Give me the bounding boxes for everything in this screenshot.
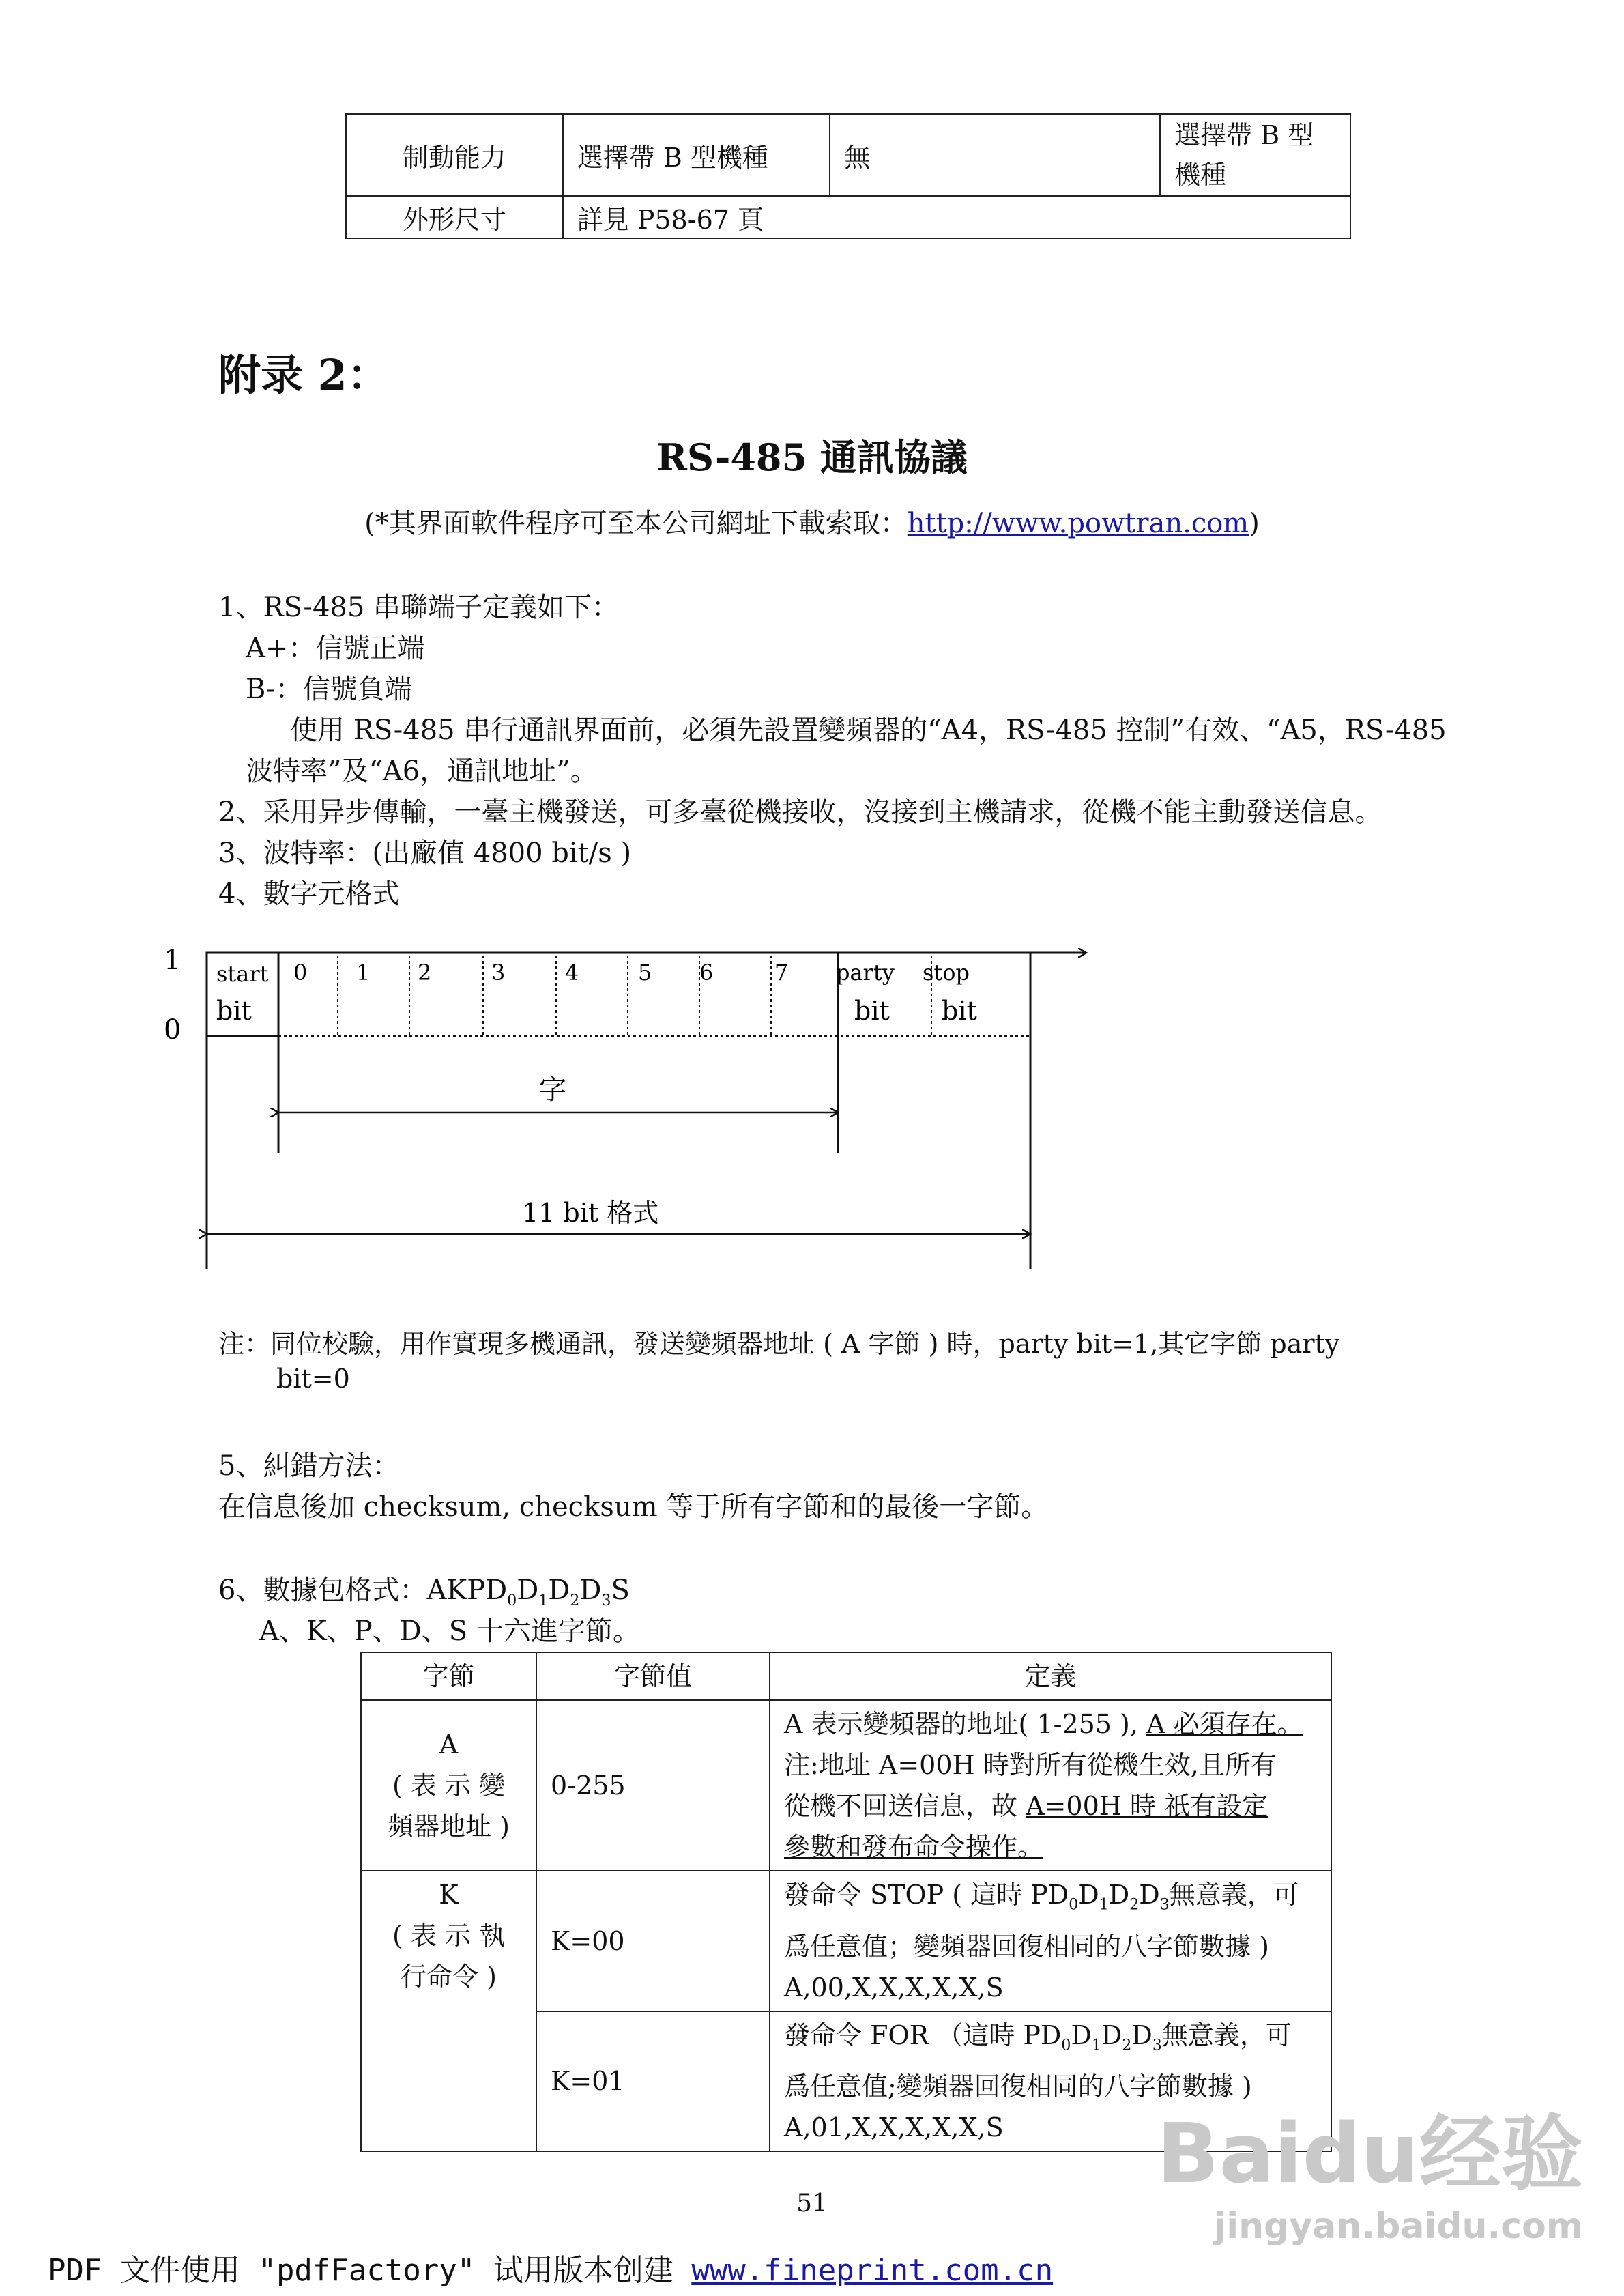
def-text: 無意義，可 — [1169, 1880, 1299, 1910]
sub: 2 — [1122, 2037, 1132, 2054]
byte-value: 0-255 — [536, 1700, 770, 1871]
spec-label: 外形尺寸 — [346, 196, 563, 238]
sub: 3 — [1159, 1896, 1170, 1914]
section-2: 2、采用异步傳輸，一臺主機發送，可多臺從機接收，沒接到主機請求，從機不能主動發送信息。 — [218, 797, 1382, 828]
def-text: D — [1131, 2020, 1152, 2050]
spec-label: 制動能力 — [346, 114, 563, 196]
def-text: D — [1108, 1880, 1130, 1910]
sub: 1 — [538, 1592, 549, 1609]
spec-cell: 選擇帶 B 型機種 — [1160, 114, 1350, 196]
format-part: D — [548, 1575, 570, 1606]
sub: 3 — [601, 1592, 611, 1609]
bit-label-0: 0 — [293, 960, 308, 986]
format-part: D — [517, 1575, 539, 1606]
format-prefix: 6、數據包格式：AKPD — [218, 1575, 508, 1606]
byte-name: K — [439, 1880, 459, 1910]
sub: 0 — [1061, 2037, 1071, 2054]
table-row — [361, 1871, 1331, 2011]
subtitle-suffix: ) — [1249, 508, 1260, 539]
sub: 0 — [1069, 1896, 1079, 1914]
bit-label-4: 4 — [565, 960, 579, 986]
section-1-para-2: 波特率”及“A6，通訊地址”。 — [246, 756, 598, 787]
spec-cell: 詳見 P58-67 頁 — [563, 196, 1350, 238]
header-byte: 字節 — [361, 1652, 536, 1700]
spec-cell: 選擇帶 B 型機種 — [563, 114, 830, 196]
format-part: S — [611, 1575, 630, 1606]
spec-cell: 無 — [830, 114, 1160, 196]
section-3: 3、波特率：(出廠值 4800 bit/s ) — [218, 837, 632, 869]
def-text: D — [1071, 2020, 1092, 2050]
watermark — [1157, 2089, 1583, 2247]
watermark-logo: Baidu经验 — [1157, 2107, 1583, 2202]
byte-value: K=01 — [536, 2011, 770, 2152]
section-5-body: 在信息後加 checksum, checksum 等于所有字節和的最後一字節。 — [218, 1491, 1049, 1523]
def-text: A,00,X,X,X,X,X,S — [784, 1972, 1004, 2003]
def-text: D — [1139, 1880, 1160, 1910]
level-low-label: 0 — [164, 1014, 182, 1046]
pdf-footer — [48, 2245, 1053, 2289]
section-1-a: A+：信號正端 — [246, 633, 425, 664]
note-line-1: 注：同位校驗，用作實現多機通訊，發送變頻器地址 ( A 字節 ) 時，party bit=1,其它字節 party — [218, 1329, 1340, 1359]
def-text: A 表示變頻器的地址( 1-255 ), — [784, 1709, 1138, 1739]
byte-desc: ( 表 示 變 頻器地址 ) — [388, 1770, 510, 1841]
sub: 2 — [570, 1592, 580, 1609]
bit-suffix-labels — [216, 996, 977, 1026]
byte-desc: ( 表 示 執 行命令 ) — [392, 1921, 506, 1992]
def-text: 注:地址 A=00H 時對所有從機生效,且所有 — [784, 1750, 1277, 1780]
page-title: RS-485 通訊協議 — [656, 435, 968, 479]
def-text: A=00H 時 祇有設定 — [1026, 1791, 1268, 1821]
page-number: 51 — [796, 2190, 828, 2218]
appendix-heading: 附录 2： — [218, 350, 390, 400]
bit-label-2: 2 — [418, 960, 432, 986]
section-1-para: 使用 RS-485 串行通訊界面前，必須先設置變頻器的“A4，RS-485 控制”有效、“A5，RS-485 — [290, 715, 1447, 746]
bit-suffix-stop: bit — [942, 996, 977, 1026]
bit-suffix-party: bit — [854, 996, 890, 1026]
sub: 3 — [1152, 2037, 1162, 2054]
byte-definition — [770, 1700, 1331, 1871]
bit-labels — [216, 960, 970, 987]
sub: 0 — [507, 1592, 517, 1609]
section-4: 4、數字元格式 — [218, 878, 400, 910]
byte-name-cell — [361, 1871, 536, 2151]
packet-table — [360, 1652, 1332, 2152]
website-link[interactable]: http://www.powtran.com — [907, 508, 1249, 539]
byte-value: K=00 — [536, 1871, 770, 2011]
bit-label-6: 6 — [699, 960, 714, 986]
def-text: 爲任意值;變頻器回復相同的八字節數據 ) — [784, 2071, 1252, 2102]
footer-text: PDF 文件使用 "pdfFactory" 试用版本创建 — [48, 2253, 692, 2288]
bit-label-1: 1 — [356, 960, 371, 986]
def-text: D — [1078, 1880, 1099, 1910]
def-text: 發命令 FOR （這時 PD — [784, 2020, 1062, 2050]
bit-suffix-start: bit — [216, 996, 252, 1026]
def-text: A 必須存在。 — [1146, 1709, 1303, 1739]
def-text: A,01,X,X,X,X,X,S — [784, 2112, 1004, 2143]
bit-label-7: 7 — [774, 960, 789, 986]
header-value: 字節值 — [536, 1652, 770, 1700]
def-text: 參數和發布命令操作。 — [784, 1832, 1044, 1862]
bit-label-start: start — [216, 961, 269, 987]
sub: 1 — [1099, 1896, 1109, 1914]
section-5-title: 5、糾錯方法： — [218, 1450, 400, 1482]
section-6-subtitle: A、K、P、D、S 十六進字節。 — [259, 1616, 640, 1647]
def-text: 無意義，可 — [1161, 2020, 1292, 2050]
byte-name-cell — [361, 1700, 536, 1871]
bit-label-3: 3 — [491, 960, 506, 986]
subtitle-prefix: (*其界面軟件程序可至本公司網址下載索取： — [364, 508, 908, 539]
def-text: 爲任意值；變頻器回復相同的八字節數據 ) — [784, 1931, 1269, 1962]
sub: 2 — [1129, 1896, 1140, 1914]
frame-label: 11 bit 格式 — [522, 1198, 659, 1228]
note-line-2: bit=0 — [276, 1364, 350, 1394]
byte-definition — [770, 1871, 1331, 2011]
header-definition: 定義 — [770, 1652, 1331, 1700]
bit-label-stop: stop — [923, 960, 970, 986]
def-text: 發命令 STOP ( 這時 PD — [784, 1880, 1069, 1910]
sub: 1 — [1091, 2037, 1101, 2054]
section-1-title: 1、RS-485 串聯端子定義如下： — [218, 592, 620, 623]
section-6-title — [218, 1568, 630, 1609]
level-high-label: 1 — [164, 945, 182, 976]
byte-name: A — [439, 1730, 459, 1760]
footer-link[interactable]: www.fineprint.com.cn — [691, 2253, 1054, 2288]
table-row — [361, 1700, 1331, 1871]
section-1-b: B-：信號負端 — [246, 674, 412, 705]
def-text: D — [1101, 2020, 1122, 2050]
format-part: D — [579, 1575, 602, 1606]
bit-label-party: party — [836, 960, 895, 986]
watermark-url: jingyan.baidu.com — [1214, 2206, 1583, 2247]
byte-label: 字 — [539, 1074, 566, 1106]
def-text: 從機不回送信息，故 — [784, 1791, 1018, 1821]
bit-label-5: 5 — [638, 960, 652, 986]
